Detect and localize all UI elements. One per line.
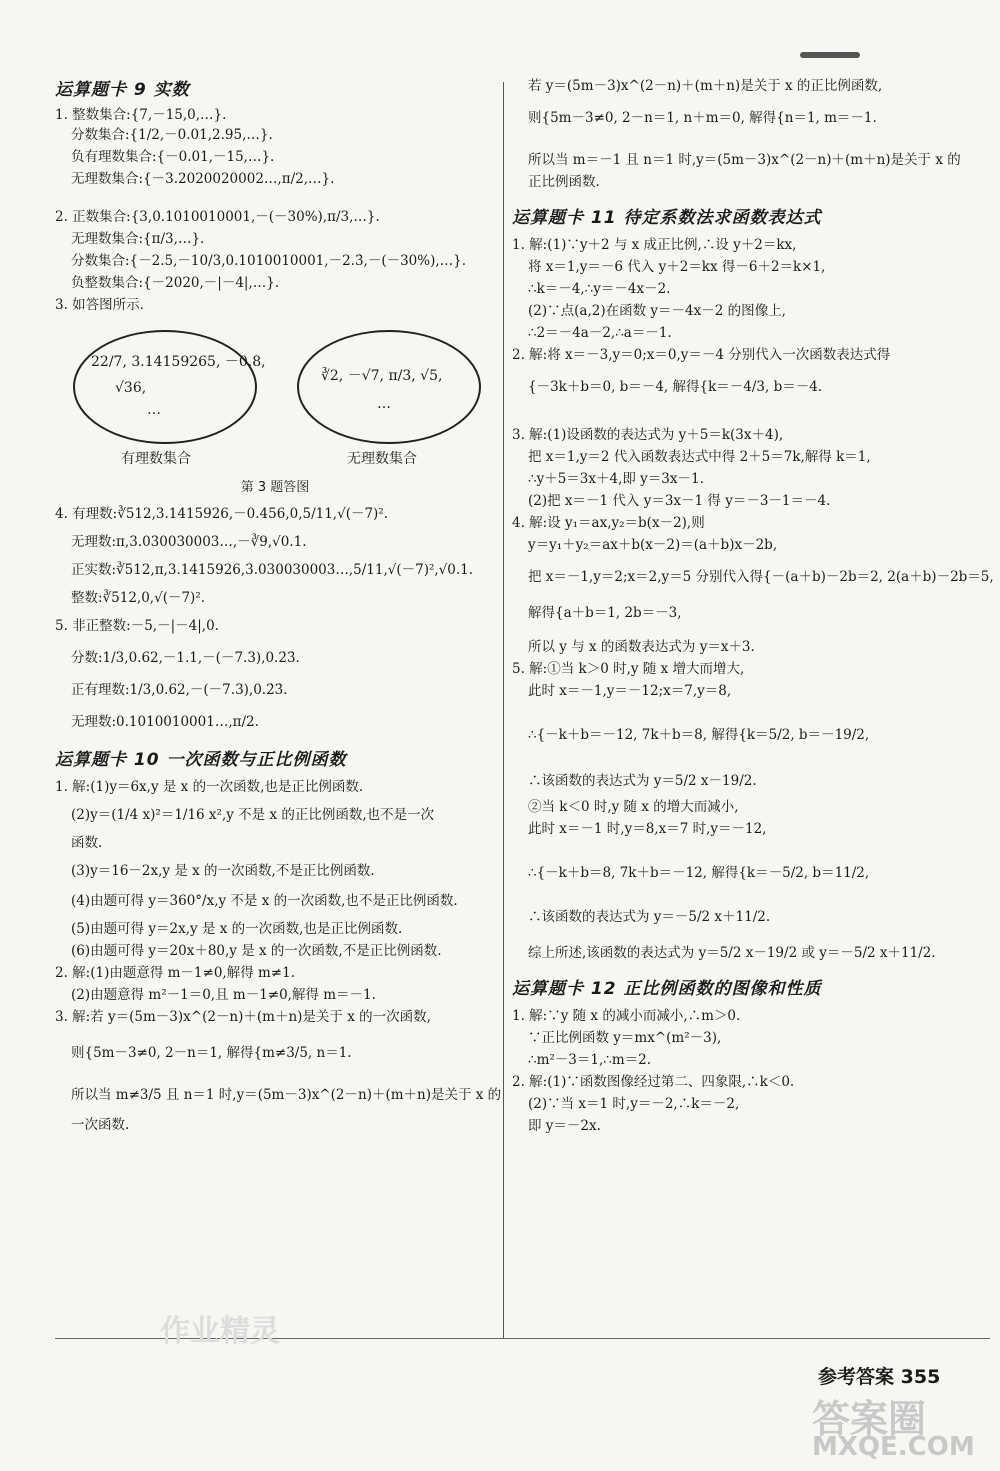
rational-items-2: √36,: [115, 380, 147, 396]
l10-4: (4)由题可得 y＝360°/x,y 不是 x 的一次函数,也不是正比例函数.: [71, 893, 458, 909]
irrational-items-2: …: [377, 396, 391, 412]
r0-0: 若 y＝(5m－3)x^(2－n)＋(m＋n)是关于 x 的正比例函数,: [528, 78, 883, 94]
l11-3: (2)∵点(a,2)在函数 y＝－4x－2 的图像上,: [528, 303, 786, 319]
l9b-6: 正有理数:1/3,0.62,－(－7.3),0.2̇3̇.: [71, 682, 288, 698]
l11-20: ②当 k＜0 时,y 随 x 的增大而减小,: [528, 799, 739, 815]
l9b-4: 5. 非正整数:－5,－|－4|,0.: [55, 618, 219, 634]
l10-5: (5)由题可得 y＝2x,y 是 x 的一次函数,也是正比例函数.: [71, 921, 403, 937]
l10-0: 1. 解:(1)y＝6x,y 是 x 的一次函数,也是正比例函数.: [55, 779, 364, 795]
l9-0: 1. 整数集合:{7,－15,0,…}.: [55, 107, 227, 123]
rational-items-1: 22/7, 3.14159265, －0.8,: [91, 354, 266, 370]
l9-1: 分数集合:{1/2,－0.01,2.95̇,…}.: [71, 127, 273, 143]
l9b-7: 无理数:0.1010010001…,π/2.: [71, 714, 259, 730]
l11-23: ∴该函数的表达式为 y＝－5/2 x＋11/2.: [528, 909, 771, 925]
l10-8: (2)由题意得 m²－1＝0,且 m－1≠0,解得 m＝－1.: [71, 987, 376, 1003]
rational-set-label: 有理数集合: [121, 451, 191, 467]
l10-1: (2)y＝(1/4 x)²＝1/16 x²,y 不是 x 的正比例函数,也不是一次: [71, 807, 435, 823]
irrational-set-label: 无理数集合: [347, 451, 417, 467]
column-divider: [503, 82, 504, 1339]
l9-7: 负整数集合:{－2020,－|－4|,…}.: [71, 275, 280, 291]
page-footer: [818, 1362, 940, 1389]
section-title-11: 运算题卡 11 待定系数法求函数表达式: [512, 208, 822, 228]
l10-9: 3. 解:若 y＝(5m－3)x^(2－n)＋(m＋n)是关于 x 的一次函数,: [55, 1009, 431, 1025]
l11-13: 把 x＝－1,y＝2;x＝2,y＝5 分别代入得{－(a＋b)－2b＝2, 2(a＋b)－2b＝5,: [528, 569, 994, 585]
l12-3: 2. 解:(1)∵函数图像经过第二、四象限,∴k＜0.: [512, 1074, 795, 1090]
l11-10: (2)把 x＝－1 代入 y＝3x－1 得 y＝－3－1＝－4.: [528, 493, 831, 509]
l9b-0: 4. 有理数:∛512,3.1415926,－0.456,0,5/11,√(－7)².: [55, 506, 389, 522]
l9-8: 3. 如答图所示.: [55, 297, 144, 313]
l10-12: 一次函数.: [71, 1117, 130, 1133]
l11-0: 1. 解:(1)∵y＋2 与 x 成正比例,∴设 y＋2＝kx,: [512, 237, 797, 253]
l11-11: 4. 解:设 y₁＝ax,y₂＝b(x－2),则: [512, 515, 705, 531]
l11-17: 此时 x＝－1,y＝－12;x＝7,y＝8,: [528, 683, 732, 699]
l10-3: (3)y＝16－2x,y 是 x 的一次函数,不是正比例函数.: [71, 863, 375, 879]
l12-0: 1. 解:∵y 随 x 的减小而减小,∴m＞0.: [512, 1008, 741, 1024]
l11-5: 2. 解:将 x＝－3,y＝0;x＝0,y＝－4 分别代入一次函数表达式得: [512, 347, 891, 363]
l11-15: 所以 y 与 x 的函数表达式为 y＝x＋3.: [528, 639, 755, 655]
l11-1: 将 x＝1,y＝－6 代入 y＋2＝kx 得－6＋2＝k×1,: [528, 259, 826, 275]
watermark-logo: 答案圈: [812, 1397, 927, 1441]
l9b-5: 分数:1/3,0.62,－1.1,－(－7.3),0.2̇3̇.: [71, 650, 300, 666]
rational-set-ellipse: [73, 330, 257, 444]
section-title-12: 运算题卡 12 正比例函数的图像和性质: [512, 979, 822, 999]
l12-2: ∴m²－3＝1,∴m＝2.: [528, 1052, 652, 1068]
l11-24: 综上所述,该函数的表达式为 y＝5/2 x－19/2 或 y＝－5/2 x＋11/2.: [528, 945, 936, 961]
l9b-1: 无理数:π,3.030030003…,－∛9,√0.1.: [71, 534, 307, 550]
l11-9: ∴y＋5＝3x＋4,即 y＝3x－1.: [528, 471, 704, 487]
watermark-url: MXQE.COM: [812, 1432, 975, 1462]
l12-5: 即 y＝－2x.: [528, 1118, 601, 1134]
page-corner-mark: [800, 52, 860, 58]
rational-items-3: …: [147, 402, 161, 418]
l11-2: ∴k＝－4,∴y＝－4x－2.: [528, 281, 671, 297]
l10-2: 函数.: [71, 835, 103, 851]
l11-8: 把 x＝1,y＝2 代入函数表达式中得 2＋5＝7k,解得 k＝1,: [528, 449, 871, 465]
l11-6: {－3k＋b＝0, b＝－4, 解得{k＝－4/3, b＝－4.: [528, 379, 823, 395]
l9b-2: 正实数:∛512,π,3.1415926,3.030030003…,5/11,√(－7)²,√0.1.: [71, 562, 474, 578]
l9-4: 2. 正数集合:{3,0.1010010001,－(－30%),π/3,…}.: [55, 209, 380, 225]
section-title-10: 运算题卡 10 一次函数与正比例函数: [55, 750, 347, 770]
diagram-caption: 第 3 题答图: [240, 480, 310, 495]
watermark-stamp: 作业精灵: [160, 1314, 280, 1349]
l9-3: 无理数集合:{－3.2020020002…,π/2,…}.: [71, 171, 335, 187]
l11-7: 3. 解:(1)设函数的表达式为 y＋5＝k(3x＋4),: [512, 427, 784, 443]
right-column: [512, 75, 994, 1137]
l10-10: 则{5m－3≠0, 2－n＝1, 解得{m≠3/5, n＝1.: [71, 1045, 352, 1061]
l10-7: 2. 解:(1)由题意得 m－1≠0,解得 m≠1.: [55, 965, 296, 981]
l11-4: ∴2＝－4a－2,∴a＝－1.: [528, 325, 672, 341]
r0-3: 正比例函数.: [528, 174, 600, 190]
l9b-3: 整数:∛512,0,√(－7)².: [71, 590, 206, 606]
irrational-items-1: ∛2, －√7, π/3, √5,: [321, 368, 443, 384]
l12-4: (2)∵当 x＝1 时,y＝－2,∴k＝－2,: [528, 1096, 740, 1112]
section-title-9: 运算题卡 9 实数: [55, 80, 190, 100]
irrational-set-ellipse: [297, 330, 481, 444]
l11-22: ∴{－k＋b＝8, 7k＋b＝－12, 解得{k＝－5/2, b＝11/2,: [528, 865, 870, 881]
l11-21: 此时 x＝－1 时,y＝8,x＝7 时,y＝－12,: [528, 821, 767, 837]
l10-6: (6)由题可得 y＝20x＋80,y 是 x 的一次函数,不是正比例函数.: [71, 943, 442, 959]
l9-2: 负有理数集合:{－0.01,－15,…}.: [71, 149, 275, 165]
l11-14: 解得{a＋b＝1, 2b＝－3,: [528, 605, 682, 621]
l12-1: ∵正比例函数 y＝mx^(m²－3),: [528, 1030, 722, 1046]
l9-6: 分数集合:{－2.5,－10/3,0.1010010001,－2.3̇,－(－30%),…}.: [71, 253, 467, 269]
page-number: 355: [900, 1366, 941, 1388]
r0-1: 则{5m－3≠0, 2－n＝1, n＋m＝0, 解得{n＝1, m＝－1.: [528, 110, 877, 126]
l11-16: 5. 解:①当 k＞0 时,y 随 x 增大而增大,: [512, 661, 745, 677]
l10-11: 所以当 m≠3/5 且 n＝1 时,y＝(5m－3)x^(2－n)＋(m＋n)是关于 x 的: [71, 1087, 502, 1103]
footer-label: 参考答案: [818, 1366, 895, 1388]
l11-19: ∴该函数的表达式为 y＝5/2 x－19/2.: [528, 773, 757, 789]
l9-5: 无理数集合:{π/3,…}.: [71, 231, 205, 247]
left-column: [55, 75, 502, 1136]
l11-18: ∴{－k＋b＝－12, 7k＋b＝8, 解得{k＝5/2, b＝－19/2,: [528, 727, 870, 743]
r0-2: 所以当 m＝－1 且 n＝1 时,y＝(5m－3)x^(2－n)＋(m＋n)是关于 x 的: [528, 152, 961, 168]
set-diagram: [55, 322, 495, 472]
l11-12: y＝y₁＋y₂＝ax＋b(x－2)＝(a＋b)x－2b,: [528, 537, 778, 553]
